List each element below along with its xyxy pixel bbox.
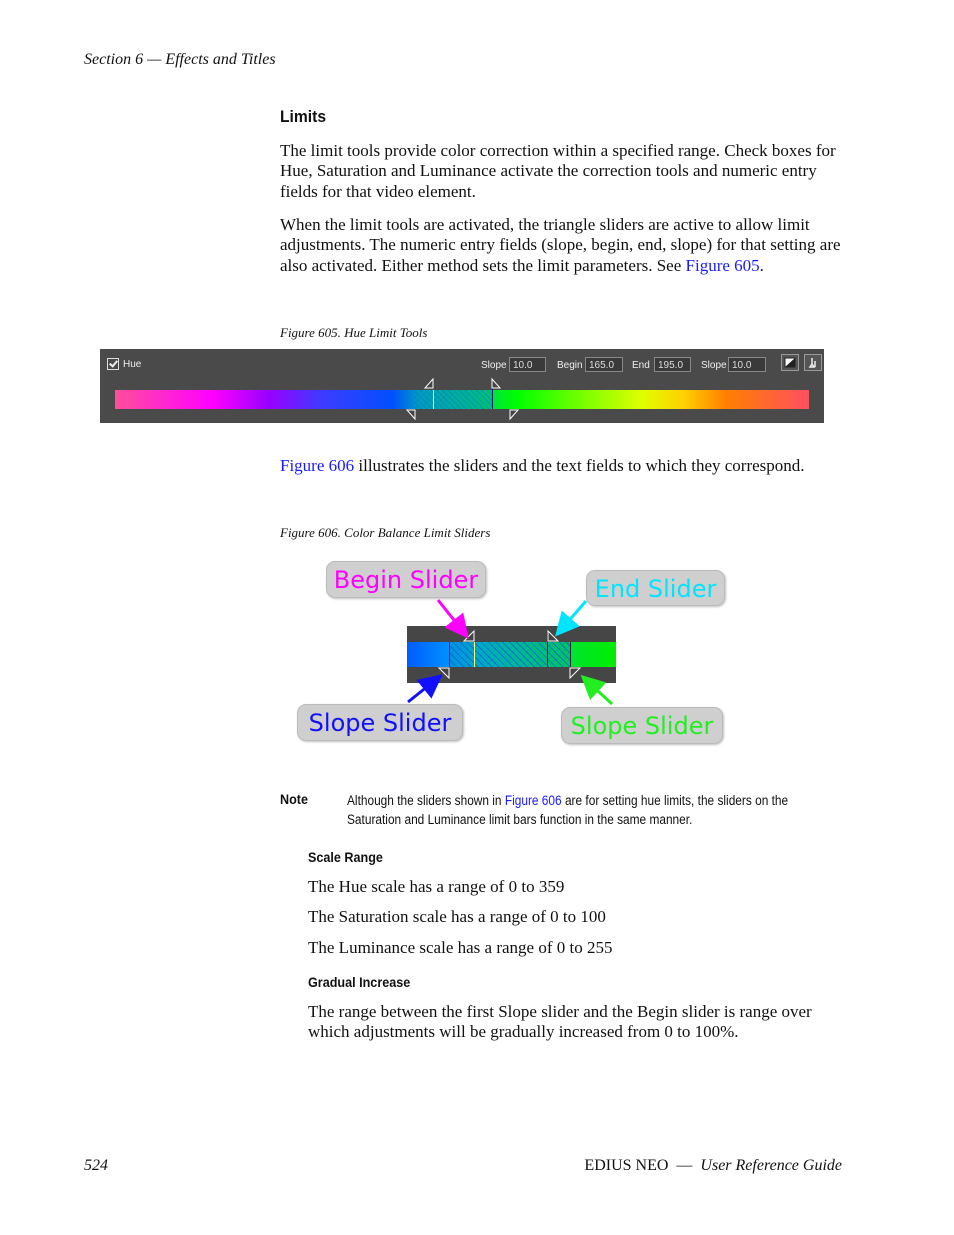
figure-606-caption: Figure 606. Color Balance Limit Sliders — [280, 525, 491, 540]
paragraph-intro: The limit tools provide color correction within a specified range. Check boxes for Hue, Saturation and Luminance activate the correction tools and numeric entry fields for that video element. — [280, 141, 836, 201]
slope-slider-left-callout: Slope Slider — [297, 704, 463, 741]
luminance-scale-line: The Luminance scale has a range of 0 to 255 — [308, 938, 613, 957]
footer-guide: User Reference Guide — [700, 1157, 842, 1174]
scale-range-heading: Scale Range — [308, 849, 383, 865]
footer-product: EDIUS NEO — [584, 1157, 669, 1174]
gradual-increase-text: The range between the first Slope slider and the Begin slider is range over which adjustments will be gradually increased from 0 to 100%. — [308, 1002, 812, 1042]
note-text-after: are for setting hue limits, the sliders on the Saturation and Luminance limit bars function in the same manner. — [347, 793, 789, 827]
figure-605-link[interactable]: Figure 605 — [685, 255, 760, 275]
begin-label: Begin — [557, 360, 583, 371]
gradual-increase-heading: Gradual Increase — [308, 974, 411, 990]
running-head: Section 6 — Effects and Titles — [84, 51, 276, 68]
slope-begin-label: Slope — [481, 360, 507, 371]
saturation-scale-line: The Saturation scale has a range of 0 to 100 — [308, 907, 606, 926]
end-arrow — [559, 601, 586, 632]
footer-separator: — — [676, 1157, 693, 1174]
end-slider-callout: End Slider — [586, 570, 725, 606]
paragraph-figure-606-text: illustrates the sliders and the text fields to which they correspond. — [354, 456, 805, 475]
begin-slider-callout: Begin Slider — [326, 561, 486, 598]
figure-605-caption: Figure 605. Hue Limit Tools — [280, 325, 428, 340]
paragraph-sliders-end: . — [759, 255, 764, 275]
paragraph-sliders-text: When the limit tools are activated, the triangle sliders are active to allow limit adjustments. The numeric entry fields (slope, begin, end, slope) for that setting are also activated. Either method sets the limit parameters. See — [280, 215, 841, 275]
figure-606-link[interactable]: Figure 606 — [280, 456, 355, 475]
note-figure-606-link[interactable]: Figure 606 — [504, 793, 562, 808]
page-number: 524 — [84, 1157, 108, 1174]
slope-slider-right-callout: Slope Slider — [561, 707, 723, 744]
end-field[interactable]: 195.0 — [654, 357, 691, 372]
slope-begin-field[interactable]: 10.0 — [509, 357, 546, 372]
begin-arrow — [438, 600, 465, 634]
note-label: Note — [280, 791, 309, 807]
note-text-before: Although the sliders shown in — [347, 793, 505, 808]
slope-end-label: Slope — [701, 360, 727, 371]
hue-scale-line: The Hue scale has a range of 0 to 359 — [308, 877, 565, 896]
footer-title — [584, 1157, 842, 1175]
slope-right-arrow — [585, 679, 612, 704]
end-label: End — [632, 360, 650, 371]
slope-left-arrow — [408, 678, 438, 702]
hue-checkbox-label: Hue — [123, 359, 142, 370]
slope-end-field[interactable]: 10.0 — [728, 357, 766, 372]
begin-field[interactable]: 165.0 — [585, 357, 623, 372]
note-text — [347, 791, 827, 829]
section-title: Limits — [280, 107, 327, 126]
